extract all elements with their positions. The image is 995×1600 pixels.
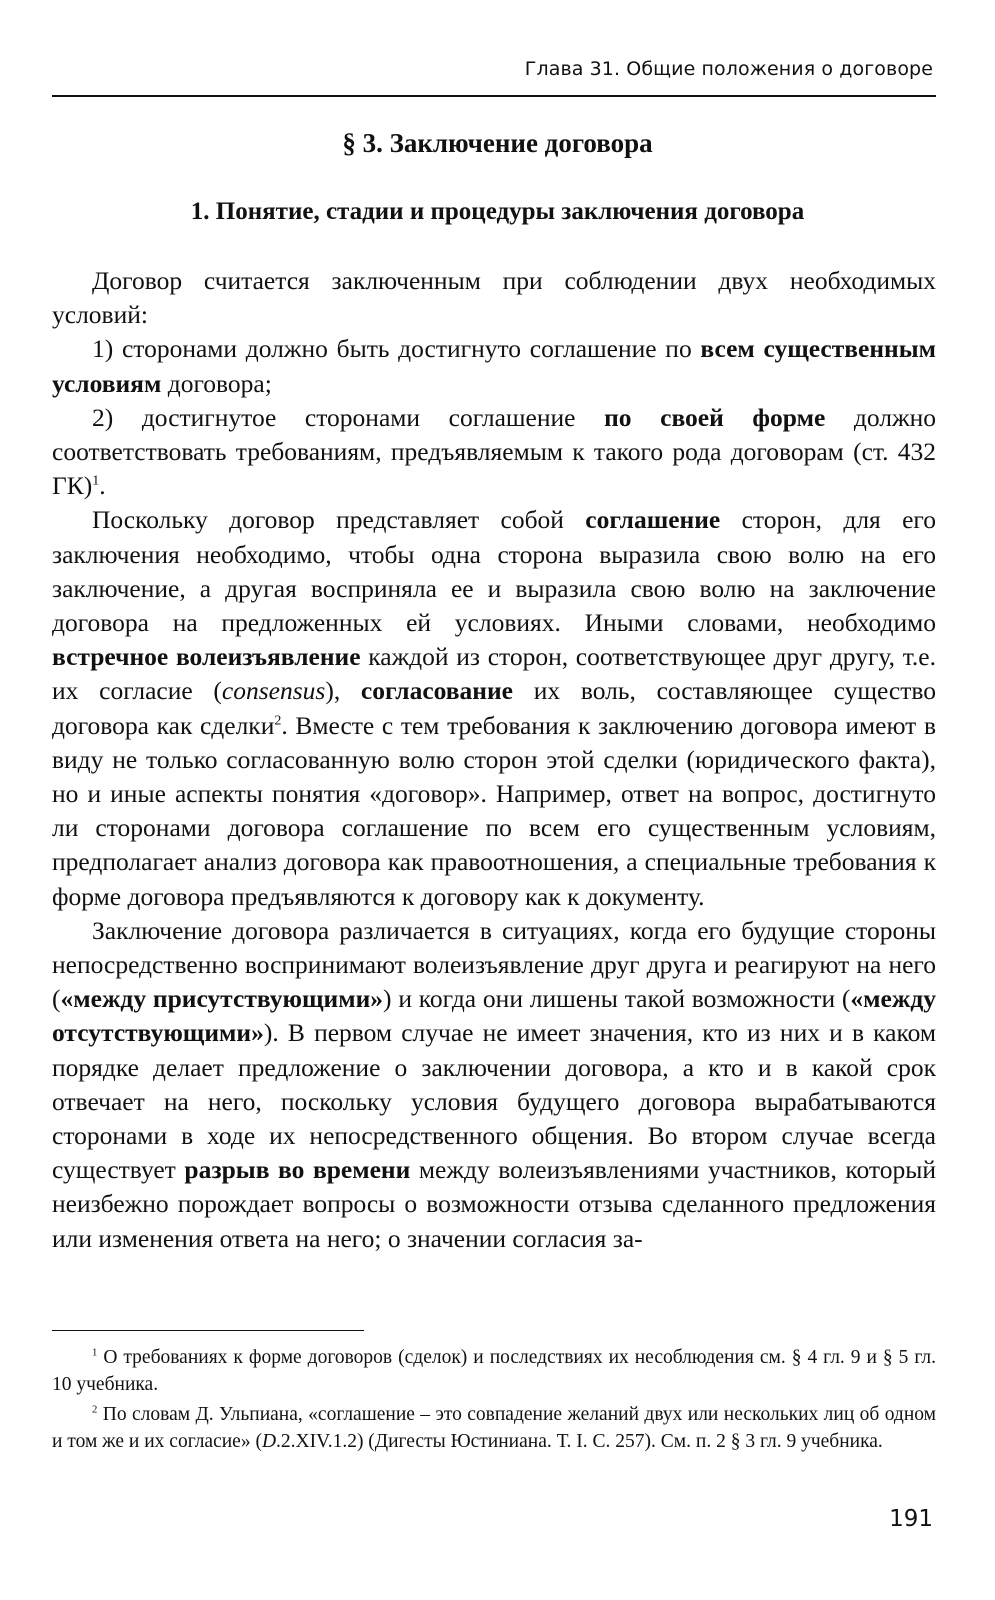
paragraph-text: сторон, для его заключения необходимо, чтобы одна сторона выразила свою волю на его заключение, а другая восприняла ее и выразила свою волю на заключение договора на предложенных ей условиях. Иными словами, необходимо <box>52 505 937 638</box>
paragraph-text: их воль, составляющее существо договора как сделки <box>52 676 936 740</box>
bold-term: встречное волеизъявление <box>52 642 361 672</box>
paragraph-text: . <box>99 471 106 501</box>
paragraph-2 <box>52 332 936 400</box>
paragraph-3 <box>52 401 936 504</box>
paragraph-text: 2) достигнутое сторонами соглашение <box>92 402 605 432</box>
bold-term: «между отсутствующими» <box>52 984 936 1048</box>
footnote-text: .2.XIV.1.2) (Дигесты Юстиниана. Т. I. С. 257). См. п. 2 § 3 гл. 9 учебника. <box>276 1431 883 1452</box>
footnote-1 <box>52 1344 936 1398</box>
bold-term: по своей форме <box>604 402 826 432</box>
paragraph-4 <box>52 503 936 913</box>
paragraph-text: между волеизъявлениями участников, который неизбежно порождает вопросы о возможности отзыва сделанного предложения или изменения ответа на него; о значении согласия за- <box>52 1155 937 1253</box>
bold-term: согласование <box>360 676 513 706</box>
footnote-mark: 2 <box>92 1403 98 1416</box>
footnote-text: По словам Д. Ульпиана, «соглашение – это совпадение желаний двух или нескольких лиц об одном и том же и их согласие» ( <box>52 1404 936 1452</box>
paragraph-5 <box>52 914 936 1256</box>
running-head: Глава 31. Общие положения о договоре <box>524 58 933 80</box>
paragraph-text: Поскольку договор представляет собой <box>92 505 586 535</box>
paragraph-text: Заключение договора различается в ситуациях, когда его будущие стороны непосредственно воспринимают волеизъявление друг друга и реагируют на него ( <box>52 915 936 1014</box>
subsection-title: 1. Понятие, стадии и процедуры заключения договора <box>190 198 805 225</box>
bold-term: соглашение <box>585 505 721 535</box>
italic-term: D <box>261 1431 277 1452</box>
paragraph-text: Договор считается заключенным при соблюдении двух необходимых условий: <box>52 266 936 330</box>
footnote-mark: 1 <box>92 1346 98 1359</box>
paragraph-text: ), <box>325 676 361 706</box>
bold-term: всем существенным условиям <box>52 334 936 398</box>
paragraph-text: 1) сторонами должно быть достигнуто соглашение по <box>92 334 701 364</box>
paragraph-text: ) и когда они лишены такой возможности ( <box>383 984 851 1014</box>
paragraph-text: должно соответствовать требованиям, предъявляемым к такого рода договорам (ст. 432 ГК) <box>52 402 937 501</box>
bold-term: разрыв во времени <box>184 1155 411 1185</box>
paragraph-text: . Вместе с тем требования к заключению договора имеют в виду не только согласованную волю сторон этой сделки (юридического факта), но и иные аспекты понятия «договор». Например, ответ на вопрос, достигнуто ли сторонами договора соглашение по всем его существенным условиям, предполагает анализ договора как правоотношения, а специальные требования к форме договора предъявляются к договору как к документу. <box>52 710 936 911</box>
footnote-ref[interactable]: 1 <box>92 473 100 489</box>
header-rule <box>52 95 936 97</box>
paragraph-text: ). В первом случае не имеет значения, кто из них и в каком порядке делает предложение о заключении договора, а кто и в какой срок отвечает на него, поскольку условия будущего договора вырабатываются сторонами в ходе их непосредственного общения. Во втором случае всегда существует <box>52 1018 936 1185</box>
bold-term: «между присутствующими» <box>60 984 384 1014</box>
footnote-text: О требованиях к форме договоров (сделок) и последствиях их несоблюдения см. § 4 гл. 9 и § 5 гл. 10 учебника. <box>52 1347 936 1395</box>
body-text <box>52 264 936 1256</box>
footnote-rule <box>52 1330 364 1331</box>
paragraph-text: каждой из сторон, соответствующее друг другу, т.е. их согласие ( <box>52 642 937 706</box>
footnote-ref[interactable]: 2 <box>274 713 282 729</box>
footnote-2 <box>52 1401 936 1455</box>
paragraph-1 <box>52 264 936 332</box>
page-number: 191 <box>889 1506 933 1532</box>
italic-term: consensus <box>221 676 326 706</box>
section-title: § 3. Заключение договора <box>342 128 653 158</box>
footnotes <box>52 1344 936 1458</box>
paragraph-text: договора; <box>161 368 272 398</box>
